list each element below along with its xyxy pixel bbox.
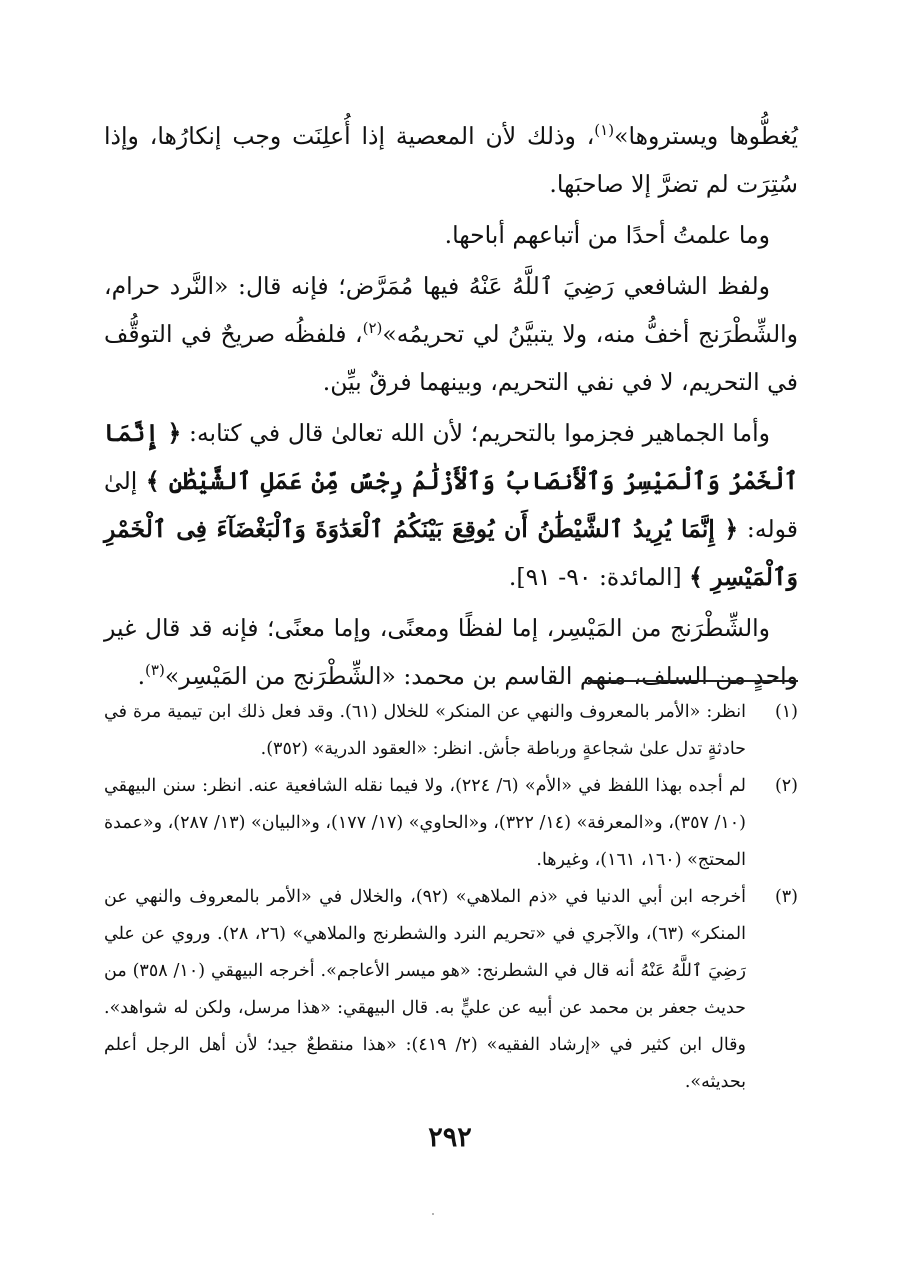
paragraph-5 <box>104 604 798 700</box>
footnote-number: (١) <box>774 702 798 722</box>
paragraph-2 <box>104 211 798 259</box>
paragraph-3-text-a: ولفظ الشافعي رَضِيَ ٱللَّهُ عَنْهُ فيها مُمَرَّض؛ فإنه قال: «النَّرد حرام، والشِّطْرَنج أخفُّ منه، ولا يتبيَّنُ لي تحريمُه» <box>104 272 798 348</box>
quran-verse-1: ﴿ إِنَّمَا ٱلْخَمْرُ وَٱلْمَيْسِرُ وَٱلْأَنصَابُ وَٱلْأَزْلَٰمُ رِجْسٌ مِّنْ عَمَلِ ٱلشَّيْطَٰنِ ﴾ <box>104 419 798 495</box>
paragraph-4-text-b: إلىٰ قوله: <box>104 467 798 543</box>
footnote-2 <box>104 768 798 879</box>
paragraph-2-text: وما علمتُ أحدًا من أتباعهم أباحها. <box>444 221 770 249</box>
paragraph-5-text-a: والشِّطْرَنج من المَيْسِر، إما لفظًا ومعنًى، وإما معنًى؛ فإنه قد قال غير واحدٍ من السلف، منهم القاسم بن محمد: «الشِّطْرَنج من المَيْسِر» <box>104 614 798 690</box>
footnote-1 <box>104 694 798 768</box>
paragraph-5-text-b: . <box>137 662 146 690</box>
footnote-number: (٢) <box>774 776 798 796</box>
paragraph-4-text-a: وأما الجماهير فجزموا بالتحريم؛ لأن الله تعالىٰ قال في كتابه: <box>189 419 770 447</box>
footnote-separator <box>588 680 798 682</box>
footnote-3 <box>104 879 798 1101</box>
paragraph-1-text-a: يُغطُّوها ويستروها» <box>614 122 798 150</box>
paragraph-3 <box>104 262 798 406</box>
footnote-ref-1[interactable]: (١) <box>594 121 615 139</box>
verse-citation: [المائدة: ٩٠- ٩١]. <box>508 563 682 591</box>
footnote-number: (٣) <box>774 887 798 907</box>
scan-speck <box>432 1213 434 1215</box>
main-text <box>104 112 798 703</box>
footnote-ref-3[interactable]: (٣) <box>145 661 165 679</box>
paragraph-3-text-b: ، فلفظُه صريحٌ في التوقُّف في التحريم، لا في نفي التحريم، وبينهما فرقٌ بيِّن. <box>104 320 798 396</box>
paragraph-1 <box>104 112 798 208</box>
footnote-text: أخرجه ابن أبي الدنيا في «ذم الملاهي» (٩٢)، والخلال في «الأمر بالمعروف والنهي عن المنكر» (٦٣)، والآجري في «تحريم النرد والشطرنج والملاهي» (٢٦، ٢٨). وروي عن علي رَضِيَ ٱللَّهُ عَنْهُ أنه قال في الشطرنج: «هو ميسر الأعاجم». أخرجه البيهقي (١٠/ ٣٥٨) من حديث جعفر بن محمد عن أبيه عن عليٍّ به. قال البيهقي: «هذا مرسل، ولكن له شواهد». وقال ابن كثير في «إرشاد الفقيه» (٢/ ٤١٩): «هذا منقطعٌ جيد؛ لأن أهل الرجل أعلم بحديثه». <box>104 887 747 1092</box>
paragraph-4 <box>104 409 798 601</box>
footnotes <box>104 694 798 1101</box>
footnote-text: لم أجده بهذا اللفظ في «الأم» (٦/ ٢٢٤)، ولا فيما نقله الشافعية عنه. انظر: سنن البيهقي (١٠/ ٣٥٧)، و«المعرفة» (١٤/ ٣٢٢)، و«الحاوي» (١٧/ ١٧٧)، و«البيان» (١٣/ ٢٨٧)، و«عمدة المحتج» (١٦٠، ١٦١)، وغيرها. <box>104 776 746 870</box>
footnote-text: انظر: «الأمر بالمعروف والنهي عن المنكر» للخلال (٦١). وقد فعل ذلك ابن تيمية مرة في حادثةٍ تدل علىٰ شجاعةٍ ورباطة جأش. انظر: «العقود الدرية» (٣٥٢). <box>104 702 746 759</box>
quran-verse-2: ﴿ إِنَّمَا يُرِيدُ ٱلشَّيْطَٰنُ أَن يُوقِعَ بَيْنَكُمُ ٱلْعَدَٰوَةَ وَٱلْبَغْضَآءَ فِى ٱلْخَمْرِ وَٱلْمَيْسِرِ ﴾ <box>104 515 798 591</box>
footnote-ref-2[interactable]: (٢) <box>362 319 383 337</box>
page-number: ٢٩٢ <box>428 1122 472 1153</box>
paragraph-1-text-b: ، وذلك لأن المعصية إذا أُعلِنَت وجب إنكارُها، وإذا سُتِرَت لم تضرَّ إلا صاحبَها. <box>104 122 798 198</box>
